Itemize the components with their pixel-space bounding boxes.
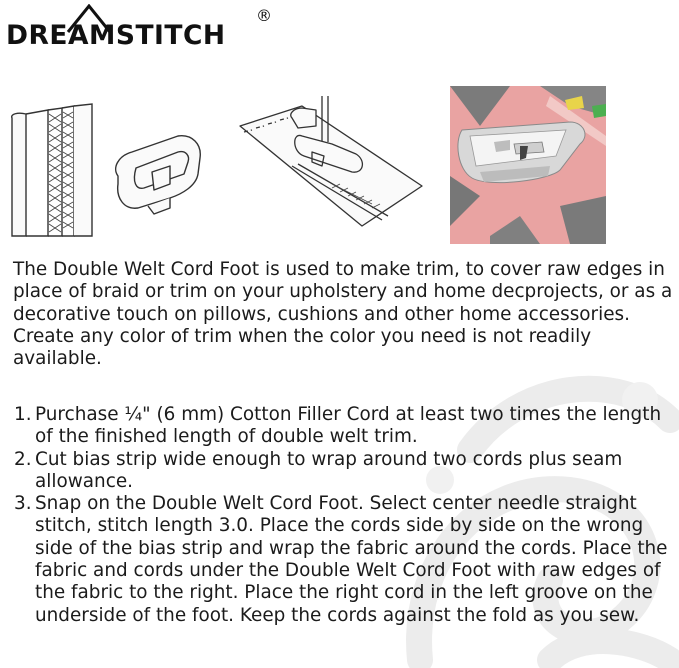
brand-logo [6,4,276,56]
welt-cord-trim-icon [6,88,96,238]
list-item [14,449,678,494]
sewing-machine-foot-in-use-icon [232,96,432,246]
step-number: 2. [14,448,32,470]
instruction-steps [14,404,678,627]
step-text: Cut bias strip wide enough to wrap around two cords plus seam allowance. [35,448,623,492]
description [13,259,677,370]
registered-mark: ® [256,6,272,25]
step-number: 3. [14,493,32,515]
presser-foot-icon [108,128,208,218]
description-paragraph: The Double Welt Cord Foot is used to make trim, to cover raw edges in place of braid or trim on your upholstery and home decprojects, or as a decorative touch on pillows, cushions and other home accessories. [13,259,673,325]
step-number: 1. [14,404,32,425]
presser-foot-photo [450,86,606,244]
list-item [14,404,678,449]
brand-name: DREAMSTITCH [6,20,226,51]
step-text: Purchase ¼" (6 mm) Cotton Filler Cord at least two times the length of the finished length of double welt trim. [35,404,662,448]
step-text: Snap on the Double Welt Cord Foot. Select center needle straight stitch, stitch length 3.0. Place the cords side by side on the wrong side of the bias strip and wrap the fabric around the cords. Place the fabric and cords under the Double Welt Cord Foot with raw edges of the fabric to the right. Place the right cord in the left groove on the underside of the foot. Keep the cords against the fold as you sew. [35,493,668,626]
list-item [14,493,678,627]
description-paragraph: Create any color of trim when the color you need is not readily available. [13,325,592,370]
